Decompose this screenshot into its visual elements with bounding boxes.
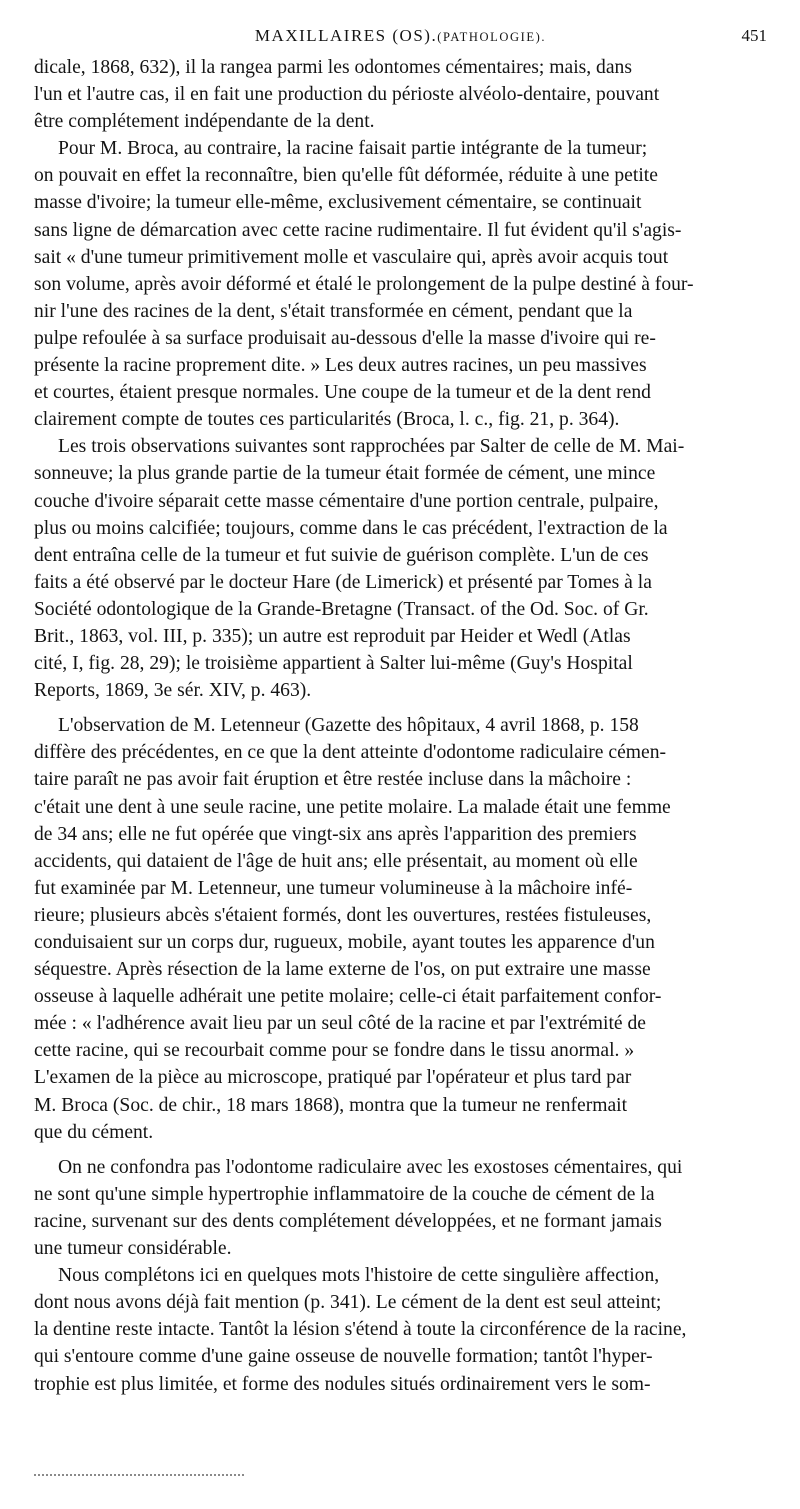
text-line: qui s'entoure comme d'une gaine osseuse de nouvelle formation; tantôt l'hyper-	[34, 1346, 653, 1368]
text-line: la dentine reste intacte. Tantôt la lésion s'étend à toute la circonférence de la racine,	[34, 1319, 687, 1341]
text-line: de 34 ans; elle ne fut opérée que vingt-six ans après l'apparition des premiers	[34, 823, 637, 845]
text-line: être complétement indépendante de la dent.	[34, 111, 375, 133]
paragraph	[34, 1262, 767, 1397]
text-line: dicale, 1868, 632), il la rangea parmi les odontomes cémentaires; mais, dans	[34, 57, 632, 78]
text-line: dent entraîna celle de la tumeur et fut suivie de guérison complète. L'un de ces	[34, 544, 649, 566]
text-line: masse d'ivoire; la tumeur elle-même, exclusivement cémentaire, se continuait	[34, 192, 642, 214]
paragraph	[34, 135, 767, 433]
text-line: M. Broca (Soc. de chir., 18 mars 1868), montra que la tumeur ne renfermait	[34, 1094, 628, 1116]
text-line: racine, survenant sur des dents complétement développées, et ne formant jamais	[34, 1210, 662, 1232]
text-line: Reports, 1869, 3e sér. XIV, p. 463).	[34, 680, 312, 702]
text-line: son volume, après avoir déformé et étalé le prolongement de la pulpe destiné à four-	[34, 273, 694, 295]
text-line: diffère des précédentes, en ce que la dent atteinte d'odontome radiculaire cémen-	[34, 742, 667, 764]
text-line: accidents, qui dataient de l'âge de huit ans; elle présentait, au moment où elle	[34, 850, 638, 872]
text-line: osseuse à laquelle adhérait une petite molaire; celle-ci était parfaitement confor-	[34, 986, 662, 1008]
text-line: pulpe refoulée à sa surface produisait au-dessous d'elle la masse d'ivoire qui re-	[34, 327, 656, 349]
text-line: mée : « l'adhérence avait lieu par un seul côté de la racine et par l'extrémité de	[34, 1013, 646, 1035]
text-line: Nous complétons ici en quelques mots l'histoire de cette singulière affection,	[58, 1265, 660, 1287]
footer-rule	[34, 1474, 244, 1476]
text-line: que du cément.	[34, 1121, 154, 1143]
text-line: on pouvait en effet la reconnaître, bien qu'elle fût déformée, réduite à une petite	[34, 165, 658, 187]
text-line: dont nous avons déjà fait mention (p. 341). Le cément de la dent est seul atteint;	[34, 1292, 662, 1314]
text-line: plus ou moins calcifiée; toujours, comme dans le cas précédent, l'extraction de la	[34, 517, 668, 539]
text-line: et courtes, étaient presque normales. Une coupe de la tumeur et de la dent rend	[34, 382, 651, 404]
text-line: clairement compte de toutes ces particularités (Broca, l. c., fig. 21, p. 364).	[34, 409, 620, 431]
text-line: trophie est plus limitée, et forme des nodules situés ordinairement vers le som-	[34, 1373, 651, 1395]
text-line: faits a été observé par le docteur Hare (de Limerick) et présenté par Tomes à la	[34, 571, 652, 593]
text-line: Société odontologique de la Grande-Bretagne (Transact. of the Od. Soc. of Gr.	[34, 598, 649, 620]
header-title: MAXILLAIRES (OS).	[254, 26, 438, 45]
text-line: fut examinée par M. Letenneur, une tumeur volumineuse à la mâchoire infé-	[34, 877, 633, 899]
text-line: conduisaient sur un corps dur, rugueux, mobile, ayant toutes les apparence d'un	[34, 932, 655, 953]
text-line: c'était une dent à une seule racine, une petite molaire. La malade était une femme	[34, 796, 671, 818]
text-line: séquestre. Après résection de la lame externe de l'os, on put extraire une masse	[34, 959, 651, 981]
paragraph	[34, 54, 767, 135]
text-line: sonneuve; la plus grande partie de la tumeur était formée de cément, une mince	[34, 463, 656, 485]
text-line: Pour M. Broca, au contraire, la racine faisait partie intégrante de la tumeur;	[58, 138, 648, 160]
text-line: cette racine, qui se recourbait comme pour se fondre dans le tissu anormal. »	[34, 1040, 635, 1062]
text-line: cité, I, fig. 28, 29); le troisième appartient à Salter lui-même (Guy's Hospital	[34, 653, 633, 675]
text-line: L'observation de M. Letenneur (Gazette des hôpitaux, 4 avril 1868, p. 158	[58, 715, 639, 737]
text-line: sans ligne de démarcation avec cette racine rudimentaire. Il fut évident qu'il s'agis-	[34, 219, 682, 241]
page-number: 451	[741, 26, 767, 45]
text-line: Les trois observations suivantes sont rapprochées par Salter de celle de M. Mai-	[58, 436, 685, 458]
text-line: nir l'une des racines de la dent, s'était transformée en cément, pendant que la	[34, 300, 633, 322]
text-line: couche d'ivoire séparait cette masse cémentaire d'une portion centrale, pulpaire,	[34, 490, 659, 512]
text-line: une tumeur considérable.	[34, 1238, 232, 1260]
text-line: l'un et l'autre cas, il en fait une production du périoste alvéolo-dentaire, pouvant	[34, 84, 660, 106]
paragraph	[34, 1154, 767, 1262]
body-text	[34, 54, 767, 1398]
running-title	[34, 26, 767, 46]
document-page	[34, 26, 767, 1398]
header-subtitle: (PATHOLOGIE).	[437, 30, 547, 44]
text-line: ne sont qu'une simple hypertrophie inflammatoire de la couche de cément de la	[34, 1183, 655, 1205]
running-head	[34, 26, 767, 54]
text-line: On ne confondra pas l'odontome radiculaire avec les exostoses cémentaires, qui	[58, 1156, 683, 1178]
text-line: sait « d'une tumeur primitivement molle et vasculaire qui, après avoir acquis tout	[34, 246, 669, 268]
text-line: L'examen de la pièce au microscope, pratiqué par l'opérateur et plus tard par	[34, 1067, 632, 1089]
text-line: Brit., 1863, vol. III, p. 335); un autre est reproduit par Heider et Wedl (Atlas	[34, 625, 631, 647]
paragraph	[34, 712, 767, 1146]
paragraph	[34, 433, 767, 704]
text-line: rieure; plusieurs abcès s'étaient formés, dont les ouvertures, restées fistuleuses,	[34, 904, 652, 926]
text-line: taire paraît ne pas avoir fait éruption et être restée incluse dans la mâchoire :	[34, 769, 632, 791]
text-line: présente la racine proprement dite. » Les deux autres racines, un peu massives	[34, 355, 647, 377]
